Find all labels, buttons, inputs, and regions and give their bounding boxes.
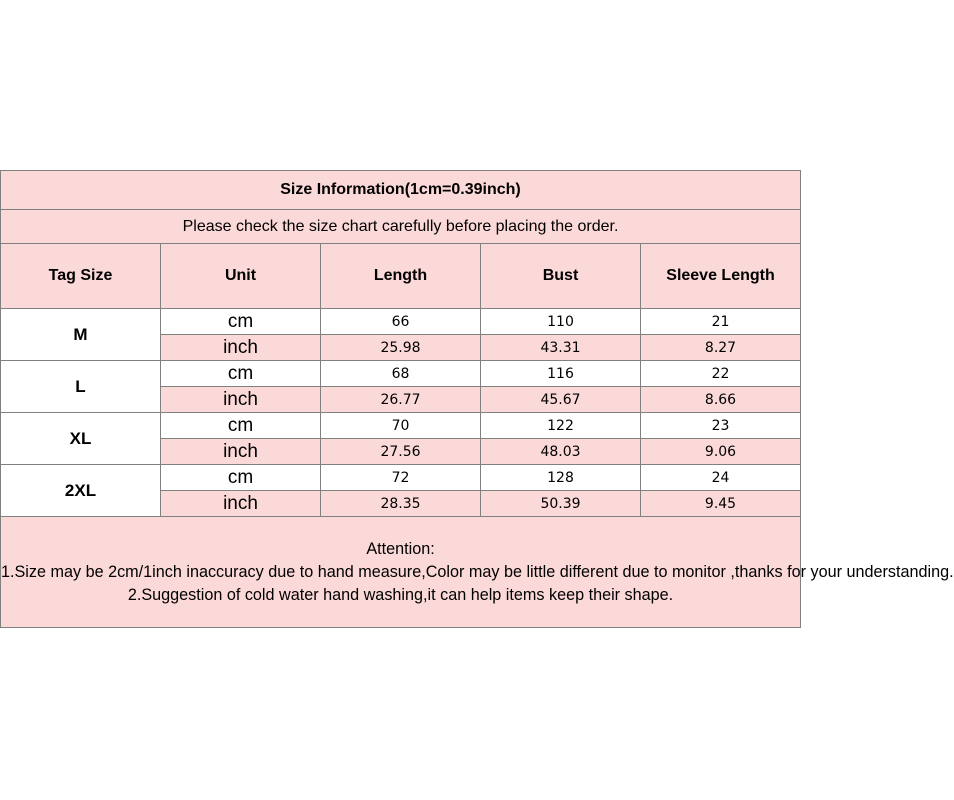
sleeve-length-cell: 9.45 [641,491,801,517]
unit-cell: inch [161,439,321,465]
sleeve-length-cell: 9.06 [641,439,801,465]
attention-line-1: 1.Size may be 2cm/1inch inaccuracy due to hand measure,Color may be little different due to monitor ,thanks for your understanding. [1,562,954,581]
table-row [1,361,801,387]
attention-row [1,517,801,628]
unit-cell: inch [161,491,321,517]
chart-note: Please check the size chart carefully before placing the order. [1,210,801,244]
unit-cell: cm [161,413,321,439]
sleeve-length-cell: 24 [641,465,801,491]
title-row [1,171,801,210]
attention-heading: Attention: [366,539,435,558]
sleeve-length-cell: 22 [641,361,801,387]
length-cell: 27.56 [321,439,481,465]
attention-notes [1,517,954,628]
sleeve-length-cell: 8.66 [641,387,801,413]
bust-cell: 50.39 [481,491,641,517]
unit-cell: inch [161,335,321,361]
table-row [1,465,801,491]
tag-size-cell: M [1,309,161,361]
tag-size-cell: L [1,361,161,413]
bust-cell: 122 [481,413,641,439]
size-chart-table [0,170,954,628]
bust-cell: 116 [481,361,641,387]
length-cell: 25.98 [321,335,481,361]
column-header-unit: Unit [161,244,321,309]
length-cell: 72 [321,465,481,491]
note-row [1,210,801,244]
length-cell: 68 [321,361,481,387]
unit-cell: cm [161,309,321,335]
sleeve-length-cell: 23 [641,413,801,439]
chart-title: Size Information(1cm=0.39inch) [1,171,801,210]
length-cell: 28.35 [321,491,481,517]
table-row [1,309,801,335]
tag-size-cell: 2XL [1,465,161,517]
table-row [1,413,801,439]
unit-cell: inch [161,387,321,413]
length-cell: 66 [321,309,481,335]
sleeve-length-cell: 8.27 [641,335,801,361]
length-cell: 26.77 [321,387,481,413]
column-header-bust: Bust [481,244,641,309]
column-header-tag-size: Tag Size [1,244,161,309]
header-row [1,244,801,309]
length-cell: 70 [321,413,481,439]
unit-cell: cm [161,465,321,491]
tag-size-cell: XL [1,413,161,465]
attention-line-2: 2.Suggestion of cold water hand washing,it can help items keep their shape. [127,585,674,604]
bust-cell: 48.03 [481,439,641,465]
bust-cell: 110 [481,309,641,335]
bust-cell: 128 [481,465,641,491]
bust-cell: 43.31 [481,335,641,361]
sleeve-length-cell: 21 [641,309,801,335]
column-header-sleeve-length: Sleeve Length [641,244,801,309]
unit-cell: cm [161,361,321,387]
column-header-length: Length [321,244,481,309]
bust-cell: 45.67 [481,387,641,413]
